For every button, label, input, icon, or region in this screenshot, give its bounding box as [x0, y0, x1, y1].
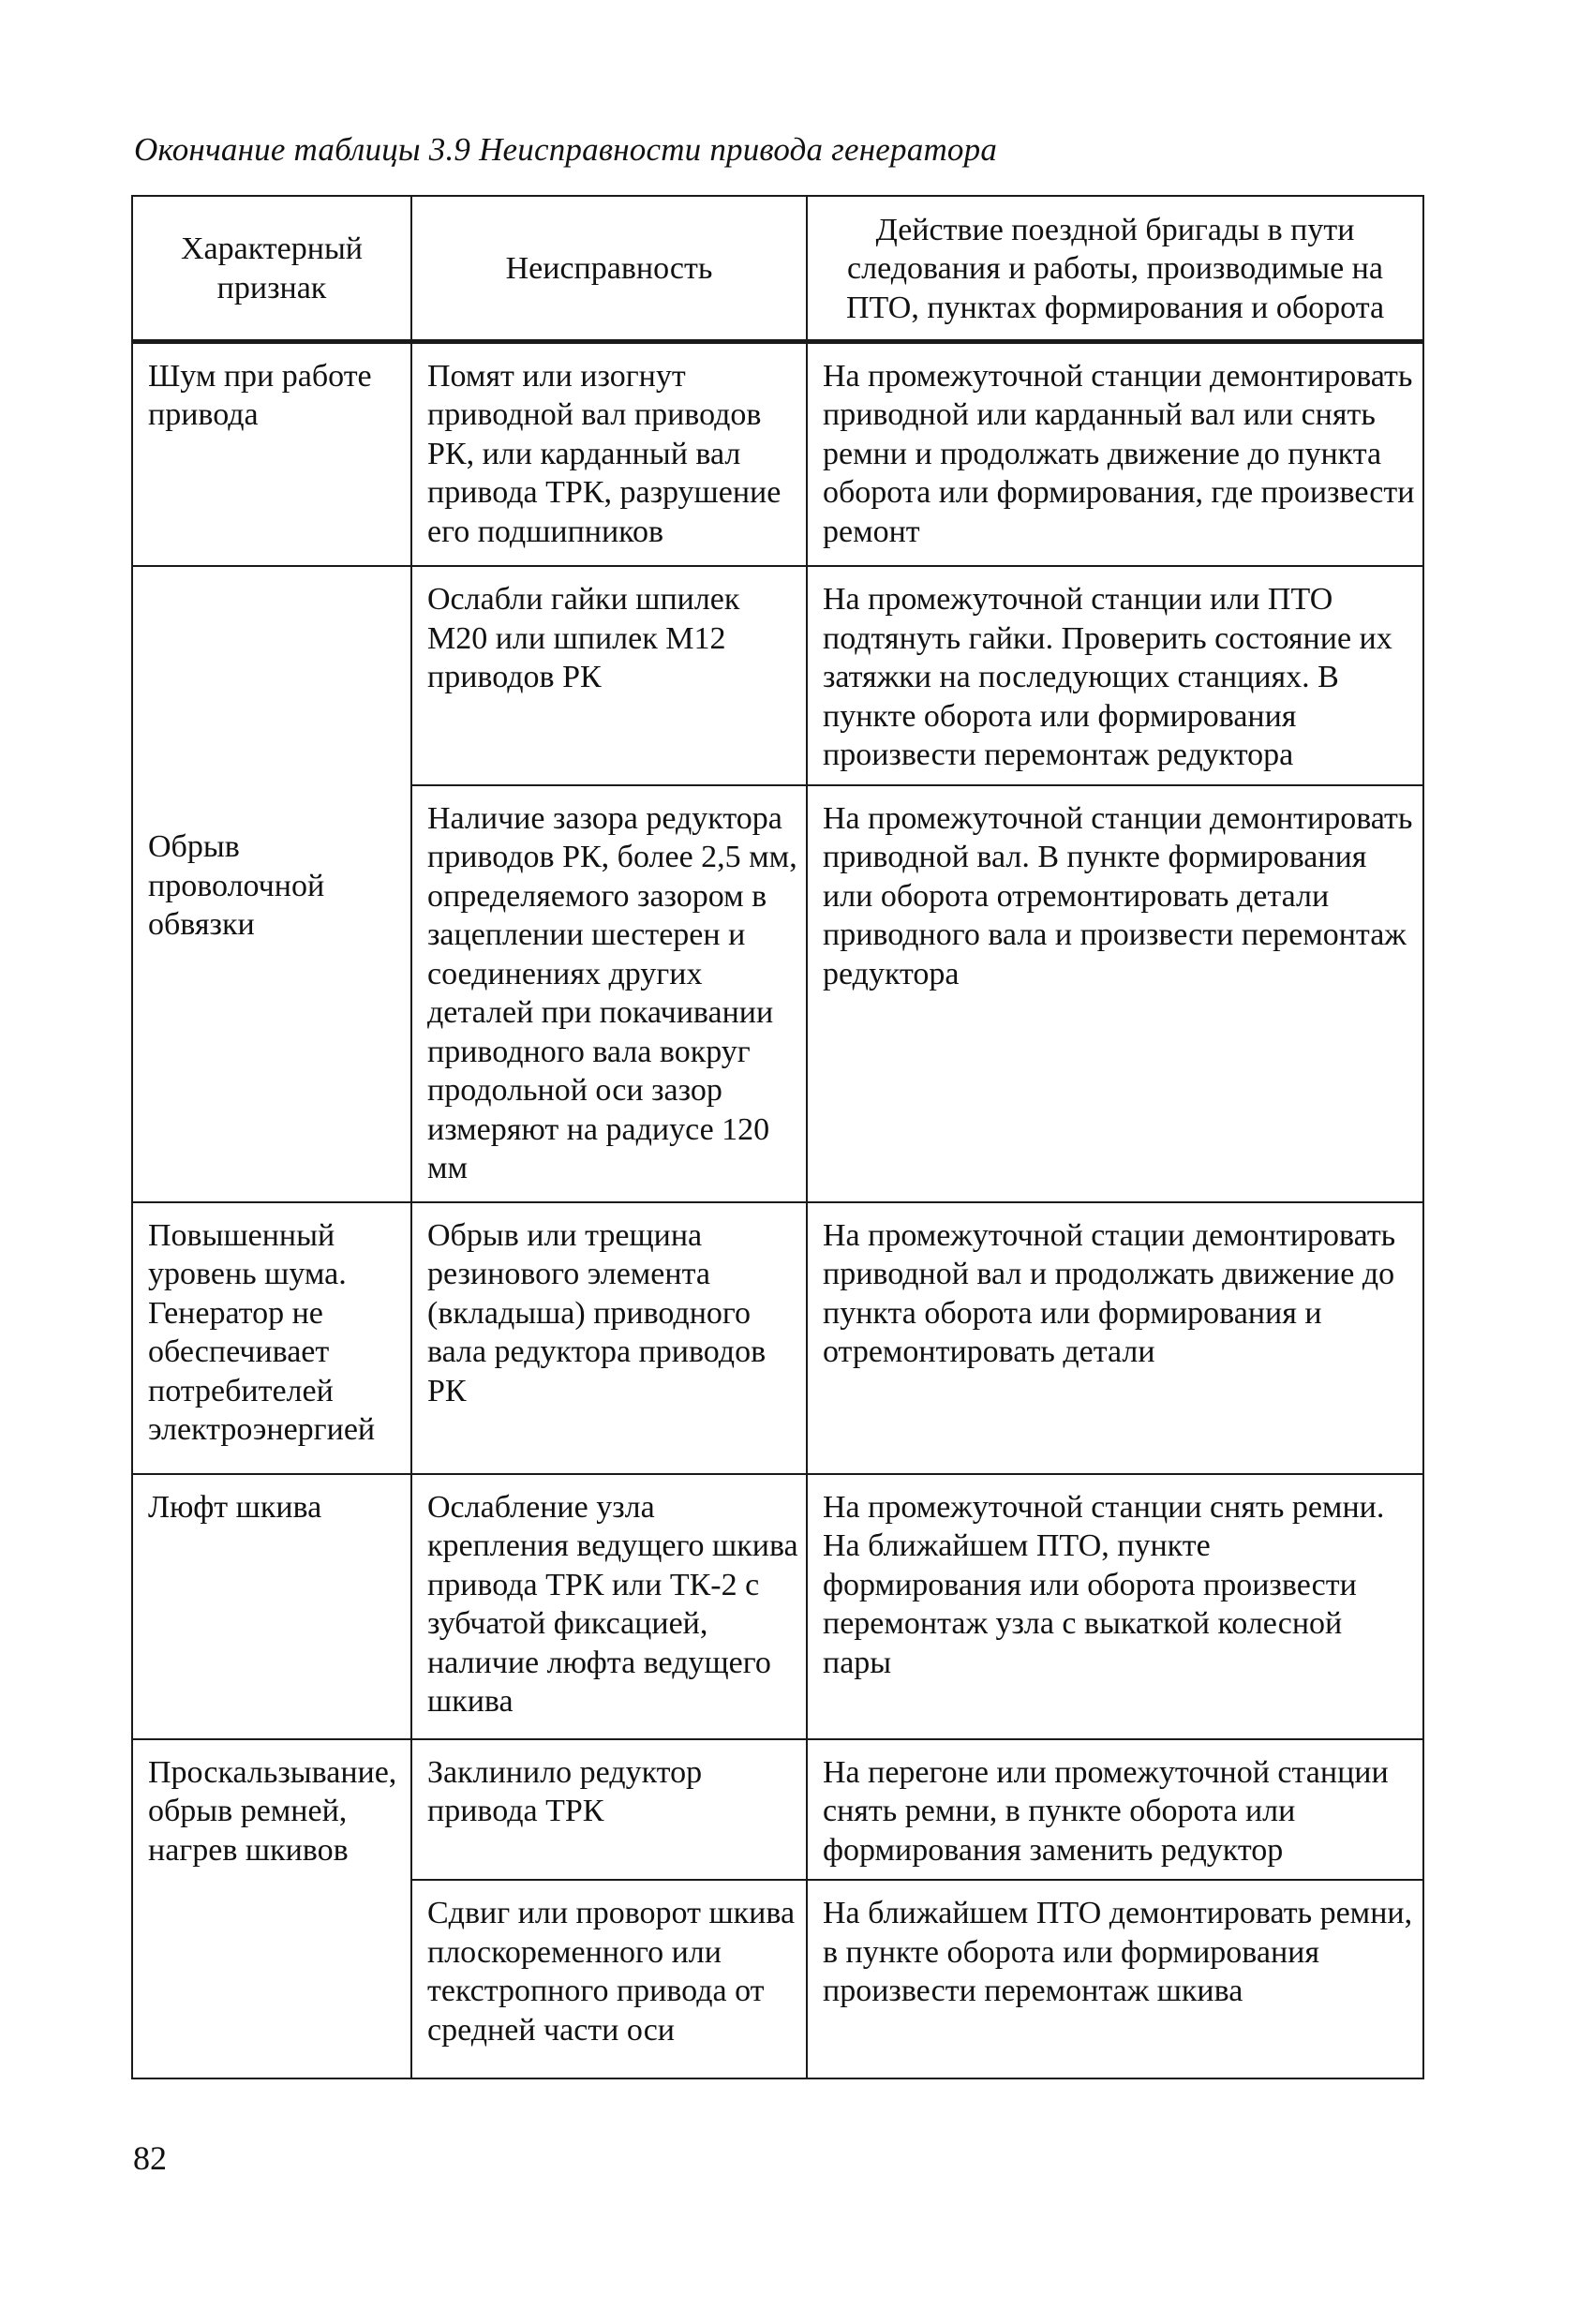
fault-cell: Помят или изогнут приводной вал приводов РК, или карданный вал привода ТРК, разрушение его подшипников: [411, 341, 807, 566]
action-cell: На промежуточной стации демонтировать приводной вал и продолжать движение до пункта оборота или формирования и отремонтировать детали: [807, 1202, 1423, 1474]
fault-cell: Обрыв или трещина резинового элемента (вкладыша) приводного вала редуктора приводов РК: [411, 1202, 807, 1474]
fault-cell: Сдвиг или проворот шкива плоскоременного или текстропного привода от средней части оси: [411, 1880, 807, 2078]
table-caption: Окончание таблицы 3.9 Неисправности привода генератора: [134, 131, 998, 168]
table-row: [132, 1202, 1423, 1474]
action-cell: На промежуточной станции снять ремни. На ближайшем ПТО, пункте формирования или оборота произвести перемонтаж узла с выкаткой колесной пары: [807, 1474, 1423, 1739]
symptom-cell: Люфт шкива: [132, 1474, 411, 1739]
table-row: [132, 566, 1423, 785]
table-row: [132, 341, 1423, 566]
header-symptom: Характерный признак: [132, 196, 411, 341]
action-cell: На промежуточной станции демонтировать приводной или карданный вал или снять ремни и продолжать движение до пункта оборота или формирования, где произвести ремонт: [807, 341, 1423, 566]
table-row: [132, 1474, 1423, 1739]
fault-cell: Наличие зазора редуктора приводов РК, более 2,5 мм, определяемого зазором в зацеплении шестерен и соединениях других деталей при покачивании приводного вала вокруг продольной оси зазор измеряют на радиусе 120 мм: [411, 785, 807, 1202]
symptom-cell: Обрыв проволочной обвязки: [132, 566, 411, 1202]
header-fault: Неисправность: [411, 196, 807, 341]
fault-cell: Заклинило редуктор привода ТРК: [411, 1739, 807, 1881]
page-number: 82: [133, 2139, 167, 2177]
action-cell: На промежуточной станции демонтировать приводной вал. В пункте формирования или оборота отремонтировать детали приводного вала и произвести перемонтаж редуктора: [807, 785, 1423, 1202]
symptom-cell: Повышенный уровень шума. Генератор не обеспечивает потребителей электроэнергией: [132, 1202, 411, 1474]
action-cell: На ближайшем ПТО демонтировать ремни, в пункте оборота или формирования произвести перемонтаж шкива: [807, 1880, 1423, 2078]
fault-cell: Ослабление узла крепления ведущего шкива привода ТРК или ТК-2 с зубчатой фиксацией, наличие люфта ведущего шкива: [411, 1474, 807, 1739]
header-action: Действие поездной бригады в пути следования и работы, производимые на ПТО, пунктах формирования и оборота: [807, 196, 1423, 341]
table-header-row: [132, 196, 1423, 341]
action-cell: На перегоне или промежуточной станции снять ремни, в пункте оборота или формирования заменить редуктор: [807, 1739, 1423, 1881]
fault-cell: Ослабли гайки шпилек М20 или шпилек М12 приводов РК: [411, 566, 807, 785]
action-cell: На промежуточной станции или ПТО подтянуть гайки. Проверить состояние их затяжки на последующих станциях. В пункте оборота или формирования произвести перемонтаж редуктора: [807, 566, 1423, 785]
symptom-cell: Проскальзывание, обрыв ремней, нагрев шкивов: [132, 1739, 411, 2079]
faults-table: [131, 195, 1424, 2079]
table-row: [132, 1739, 1423, 1881]
symptom-cell: Шум при работе привода: [132, 341, 411, 566]
